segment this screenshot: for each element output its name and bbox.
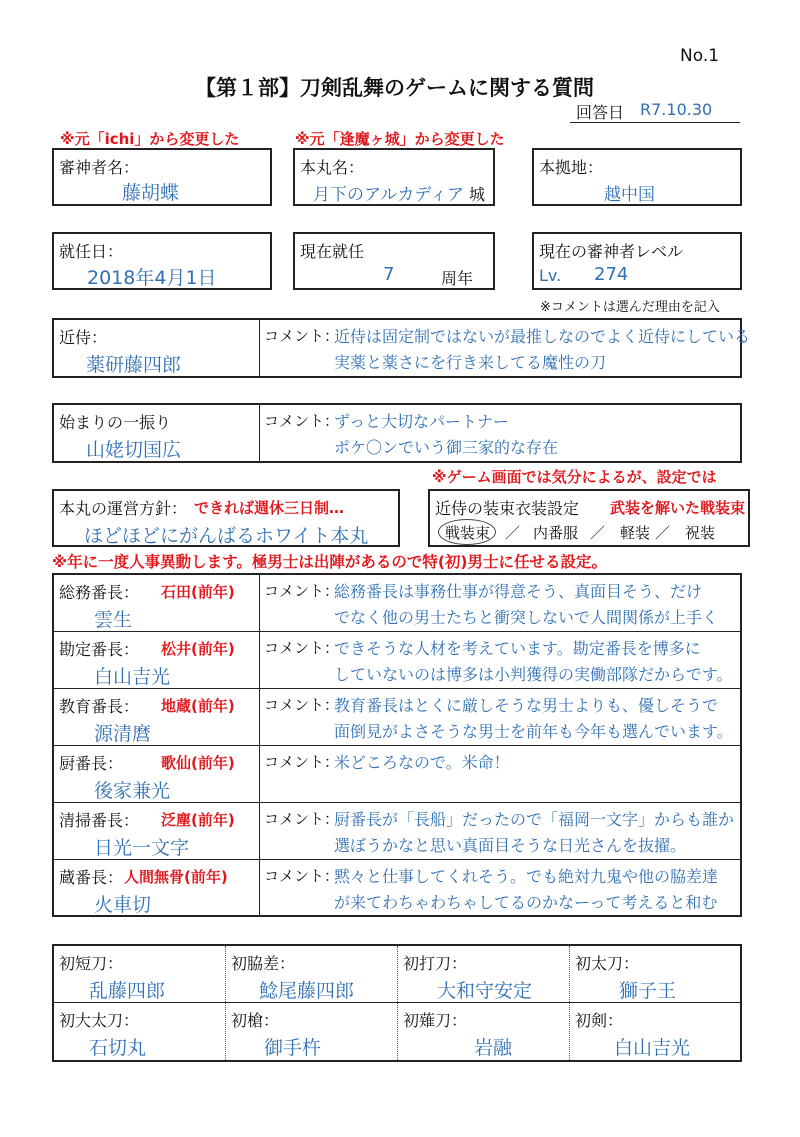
officer-prev: 地蔵(前年) bbox=[161, 697, 235, 715]
firsts-label: 初槍： bbox=[231, 1011, 280, 1030]
base-box bbox=[532, 148, 742, 206]
officer-prev: 石田(前年) bbox=[161, 583, 235, 601]
officer-comment-label: コメント： bbox=[264, 867, 340, 885]
officer-prev: 人間無骨(前年) bbox=[124, 868, 228, 886]
costume-option-4: 祝装 bbox=[685, 524, 716, 542]
kinji-comment-label: コメント： bbox=[264, 327, 340, 345]
answer-date-label: 回答日 bbox=[576, 103, 625, 122]
officer-comment-1: 黙々と仕事してくれそう。でも絶対九鬼や他の脇差達 bbox=[334, 867, 719, 886]
officer-comment-label: コメント： bbox=[264, 753, 340, 771]
costume-option-3: 軽装 bbox=[620, 524, 651, 542]
start-date-label: 就任日： bbox=[59, 242, 124, 261]
officer-role: 厨番長： bbox=[59, 754, 124, 773]
policy-note: できれば週休三日制… bbox=[194, 499, 345, 517]
first-sword-comment-2: ポケ〇ンでいう御三家的な存在 bbox=[334, 438, 559, 457]
first-sword-divider bbox=[259, 405, 260, 461]
officer-comment-label: コメント： bbox=[264, 639, 340, 657]
first-sword-comment-label: コメント： bbox=[264, 412, 340, 430]
officer-role: 清掃番長： bbox=[59, 811, 140, 830]
firsts-col-line bbox=[397, 946, 398, 1060]
kinji-divider bbox=[259, 320, 260, 376]
costume-label: 近侍の装束衣装設定 bbox=[435, 499, 580, 518]
firsts-value: 岩融 bbox=[474, 1037, 513, 1059]
costume-separator-2: ／ bbox=[590, 524, 606, 542]
kinji-label: 近侍： bbox=[59, 328, 108, 347]
firsts-label: 初打刀： bbox=[403, 954, 468, 973]
firsts-value: 白山吉光 bbox=[614, 1037, 691, 1059]
officer-name: 日光一文字 bbox=[94, 837, 190, 859]
saniwa-label: 審神者名： bbox=[59, 158, 140, 177]
note-costume: ※ゲーム画面では気分によるが、設定では bbox=[432, 468, 717, 486]
castle-value: 月下のアルカディア bbox=[313, 185, 464, 205]
firsts-value: 御手杵 bbox=[264, 1037, 322, 1059]
first-sword-value: 山姥切国広 bbox=[86, 439, 182, 461]
officer-prev: 歌仙(前年) bbox=[161, 754, 235, 772]
note-castle-change: ※元「逢魔ヶ城」から変更した bbox=[295, 130, 505, 148]
kinji-value: 薬研藤四郎 bbox=[86, 354, 182, 376]
officer-role: 教育番長： bbox=[59, 697, 140, 716]
officers-row-line bbox=[54, 745, 740, 746]
officer-name: 火車切 bbox=[94, 894, 152, 916]
officers-table bbox=[52, 573, 742, 917]
base-value: 越中国 bbox=[604, 185, 655, 205]
saniwa-value: 藤胡蝶 bbox=[122, 182, 180, 204]
kinji-comment-1: 近侍は固定制ではないが最推しなのでよく近侍にしている bbox=[334, 327, 751, 346]
first-sword-comment-1: ずっと大切なパートナー bbox=[334, 412, 510, 431]
note-reason: ※コメントは選んだ理由を記入 bbox=[540, 300, 720, 315]
level-prefix: Lv. bbox=[539, 266, 562, 285]
costume-note: 武装を解いた戦装束 bbox=[610, 499, 746, 517]
firsts-col-line bbox=[225, 946, 226, 1060]
officer-role: 蔵番長： bbox=[59, 868, 124, 887]
years-unit: 周年 bbox=[441, 269, 474, 288]
officer-comment-label: コメント： bbox=[264, 696, 340, 714]
years-label: 現在就任 bbox=[300, 242, 365, 261]
firsts-table bbox=[52, 944, 742, 1062]
officer-name: 雲生 bbox=[94, 609, 133, 631]
saniwa-box bbox=[52, 148, 272, 206]
firsts-label: 初短刀： bbox=[59, 954, 124, 973]
castle-label: 本丸名： bbox=[300, 158, 365, 177]
officer-comment-2: 選ぼうかなと思い真面目そうな日光さんを抜擢。 bbox=[334, 836, 687, 855]
firsts-value: 鯰尾藤四郎 bbox=[259, 980, 355, 1002]
policy-label: 本丸の運営方針： bbox=[59, 499, 188, 518]
officer-name: 白山吉光 bbox=[94, 666, 171, 688]
base-label: 本拠地： bbox=[539, 158, 604, 177]
firsts-label: 初剣： bbox=[575, 1011, 624, 1030]
officer-role: 勘定番長： bbox=[59, 640, 140, 659]
officer-comment-1: 教育番長はとくに厳しそうな男士よりも、優しそうで bbox=[334, 696, 719, 715]
start-date-box bbox=[52, 232, 272, 290]
officer-comment-label: コメント： bbox=[264, 582, 340, 600]
policy-value: ほどほどにがんばるホワイト本丸 bbox=[84, 525, 369, 547]
policy-box bbox=[52, 489, 400, 547]
costume-option-1: 戦装束 bbox=[445, 524, 491, 542]
officer-prev: 松井(前年) bbox=[161, 640, 235, 658]
officer-name: 後家兼光 bbox=[94, 780, 171, 802]
officer-comment-1: 米どころなので。米命！ bbox=[334, 753, 510, 772]
costume-box bbox=[428, 489, 750, 547]
first-sword-label: 始まりの一振り bbox=[59, 413, 172, 432]
firsts-col-line bbox=[569, 946, 570, 1060]
officer-comment-2: していないのは博多は小判獲得の実働部隊だからです。 bbox=[334, 665, 733, 684]
years-value: 7 bbox=[383, 264, 395, 285]
page-title: 【第１部】刀剣乱舞のゲームに関する質問 bbox=[195, 76, 594, 100]
level-box bbox=[532, 232, 742, 290]
start-date-value: 2018年4月1日 bbox=[87, 267, 217, 289]
officers-row-line bbox=[54, 631, 740, 632]
level-value: 274 bbox=[594, 264, 629, 285]
answer-date-underline bbox=[570, 122, 740, 123]
costume-separator-1: ／ bbox=[505, 524, 521, 542]
firsts-label: 初太刀： bbox=[575, 954, 640, 973]
officer-comment-2: 面倒見がよさそうな男士を前年も今年も選んでいます。 bbox=[334, 722, 733, 741]
officer-prev: 泛塵(前年) bbox=[161, 811, 235, 829]
note-name-change: ※元「ichi」から変更した bbox=[60, 130, 240, 148]
firsts-value: 石切丸 bbox=[89, 1037, 147, 1059]
officer-name: 源清麿 bbox=[94, 723, 152, 745]
firsts-value: 大和守安定 bbox=[437, 980, 533, 1002]
costume-separator-3: ／ bbox=[655, 524, 671, 542]
kinji-box bbox=[52, 318, 751, 378]
answer-date: R7.10.30 bbox=[640, 100, 713, 119]
firsts-value: 獅子王 bbox=[619, 980, 677, 1002]
kinji-comment-2: 実薬と薬さにを行き来してる魔性の刀 bbox=[334, 353, 607, 372]
officer-comment-1: 総務番長は事務仕事が得意そう、真面目そう、だけ bbox=[334, 582, 703, 601]
firsts-label: 初大太刀： bbox=[59, 1011, 140, 1030]
level-label: 現在の審神者レベル bbox=[539, 242, 684, 261]
officer-comment-2: が来てわちゃわちゃしてるのかなーって考えると和む bbox=[334, 893, 718, 912]
officer-comment-1: 厨番長が「長船」だったので「福岡一文字」からも誰か bbox=[334, 810, 735, 829]
firsts-label: 初脇差： bbox=[231, 954, 296, 973]
castle-suffix: 城 bbox=[469, 185, 486, 204]
doc-number: No.1 bbox=[680, 46, 720, 66]
years-box bbox=[293, 232, 495, 290]
officer-comment-label: コメント： bbox=[264, 810, 340, 828]
castle-box bbox=[293, 148, 495, 206]
first-sword-box bbox=[52, 403, 742, 463]
note-personnel: ※年に一度人事異動します。極男士は出陣があるので特(初)男士に任せる設定。 bbox=[52, 553, 607, 571]
officer-comment-1: できそうな人材を考えています。勘定番長を博多に bbox=[334, 639, 701, 658]
officer-comment-2: でなく他の男士たちと衝突しないで人間関係が上手く bbox=[334, 608, 719, 627]
firsts-label: 初薙刀： bbox=[403, 1011, 468, 1030]
costume-option-2: 内番服 bbox=[533, 524, 579, 542]
officer-role: 総務番長： bbox=[59, 583, 140, 602]
firsts-value: 乱藤四郎 bbox=[89, 980, 166, 1002]
